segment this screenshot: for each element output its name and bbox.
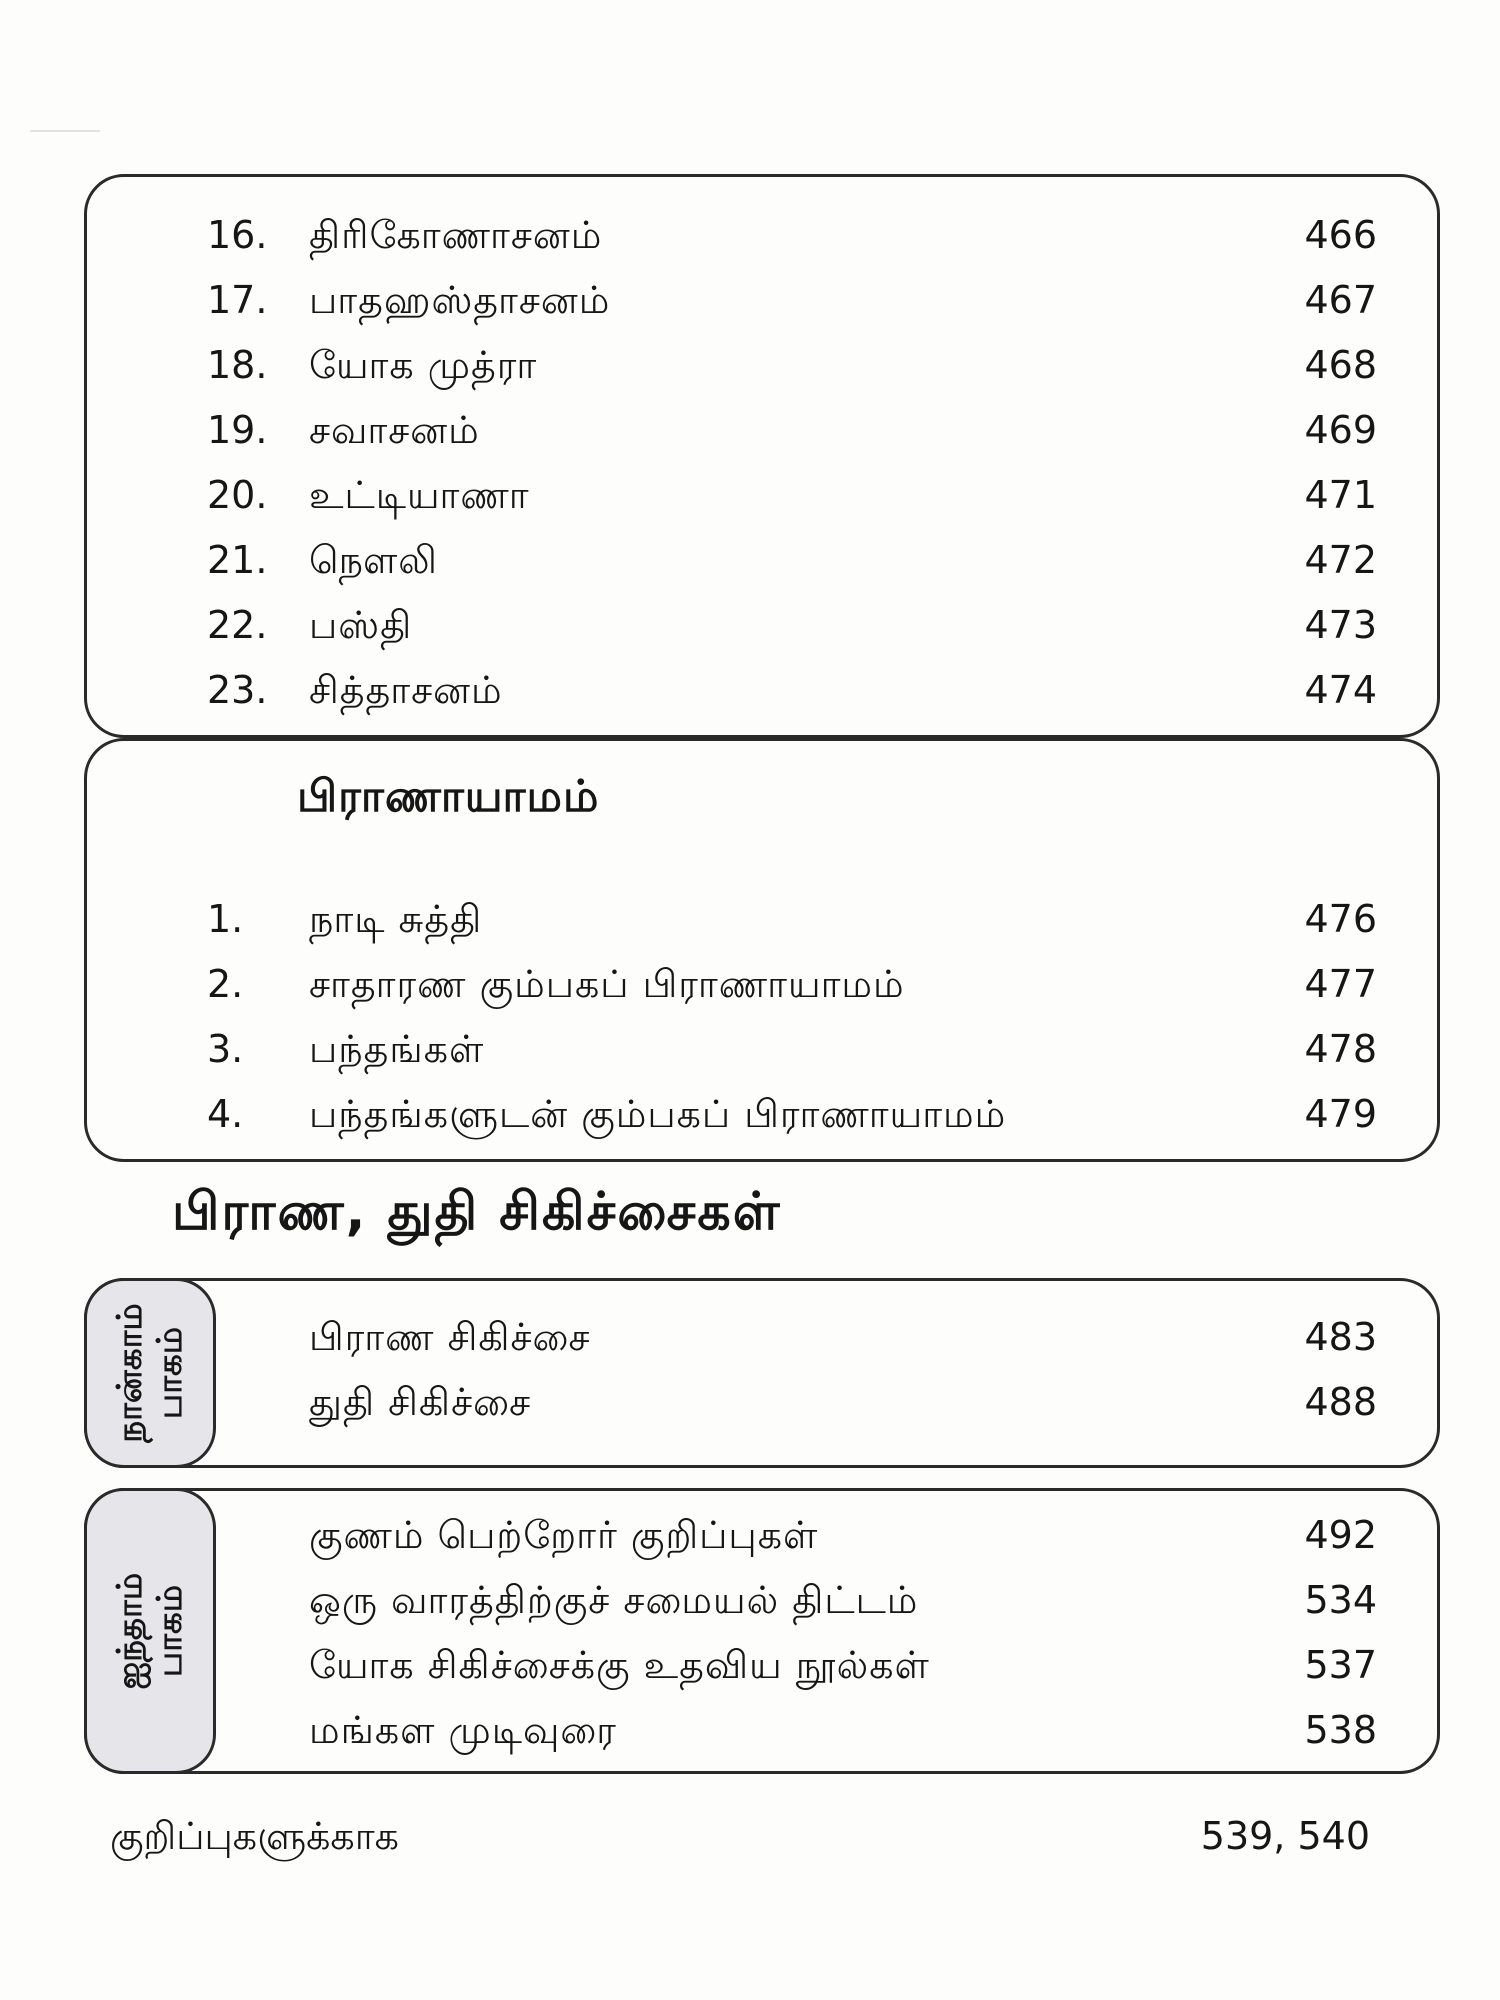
page-number: 471 [1304,473,1377,517]
item-number: 2. [207,962,244,1006]
toc-row [87,1633,1437,1697]
item-title: சவாசனம் [309,408,480,452]
toc-row [87,887,1437,951]
item-title: யோக சிகிச்சைக்கு உதவிய நூல்கள் [309,1643,930,1687]
item-number: 17. [207,278,268,322]
item-number: 16. [207,213,268,257]
toc-row [87,658,1437,722]
toc-row [87,268,1437,332]
item-number: 3. [207,1027,244,1071]
page-number: 479 [1304,1092,1377,1136]
page-number: 537 [1304,1643,1377,1687]
part-word: பாகம் [150,1326,190,1420]
item-title: சாதாரண கும்பகப் பிராணாயாமம் [309,962,905,1006]
item-title: சித்தாசனம் [309,668,503,712]
item-title: நாடி சுத்தி [309,897,483,941]
part-word: பாகம் [150,1584,190,1678]
item-number: 19. [207,408,268,452]
page-number: 466 [1304,213,1377,257]
page-number: 474 [1304,668,1377,712]
item-title: குணம் பெற்றோர் குறிப்புகள் [309,1513,819,1557]
page-number: 477 [1304,962,1377,1006]
toc-row [87,203,1437,267]
page-number: 467 [1304,278,1377,322]
page-number: 469 [1304,408,1377,452]
item-number: 20. [207,473,268,517]
item-title: பந்தங்களுடன் கும்பகப் பிராணாயாமம் [309,1092,1007,1136]
part-ordinal: நான்காம் [110,1303,150,1443]
toc-row [87,463,1437,527]
item-title: நௌலி [309,538,438,582]
page-number: 534 [1304,1578,1377,1622]
toc-row [87,1305,1437,1369]
item-number: 22. [207,603,268,647]
item-title: பஸ்தி [309,603,413,647]
item-number: 1. [207,897,244,941]
asanas-box [84,174,1440,738]
page-number: 492 [1304,1513,1377,1557]
toc-row [87,1017,1437,1081]
item-title: ஒரு வாரத்திற்குச் சமையல் திட்டம் [309,1578,919,1622]
part-four-box [84,1278,1440,1468]
toc-row [87,528,1437,592]
prana-thuthi-heading: பிராண, துதி சிகிச்சைகள் [172,1182,782,1242]
page-number: 483 [1304,1315,1377,1359]
item-number: 18. [207,343,268,387]
item-number: 4. [207,1092,244,1136]
page-number: 472 [1304,538,1377,582]
toc-row [87,1370,1437,1434]
item-title: பந்தங்கள் [309,1027,485,1071]
page-number: 488 [1304,1380,1377,1424]
toc-row [87,1568,1437,1632]
part-five-box [84,1488,1440,1774]
item-number: 23. [207,668,268,712]
item-title: பாதஹஸ்தாசனம் [309,278,611,322]
toc-row [87,1698,1437,1762]
toc-row [87,593,1437,657]
part-ordinal: ஐந்தாம் [110,1572,150,1690]
scan-mark [30,130,100,132]
item-title: மங்கள முடிவுரை [309,1708,617,1752]
toc-row [87,333,1437,397]
item-title: திரிகோணாசனம் [309,213,603,257]
page-number: 473 [1304,603,1377,647]
notes-title: குறிப்புகளுக்காக [110,1814,399,1858]
item-title: பிராண சிகிச்சை [309,1315,591,1359]
pranayama-box [84,738,1440,1162]
item-title: துதி சிகிச்சை [309,1380,532,1424]
page-number: 538 [1304,1708,1377,1752]
page-number: 539, 540 [1200,1814,1370,1858]
item-title: யோக முத்ரா [309,343,538,387]
toc-row [87,1503,1437,1567]
item-number: 21. [207,538,268,582]
toc-row [87,952,1437,1016]
page-number: 476 [1304,897,1377,941]
toc-row [87,398,1437,462]
notes-row [110,1804,1370,1868]
pranayama-heading: பிராணாயாமம் [297,771,600,822]
item-title: உட்டியாணா [309,473,530,517]
page-number: 478 [1304,1027,1377,1071]
toc-row [87,1082,1437,1146]
page-number: 468 [1304,343,1377,387]
